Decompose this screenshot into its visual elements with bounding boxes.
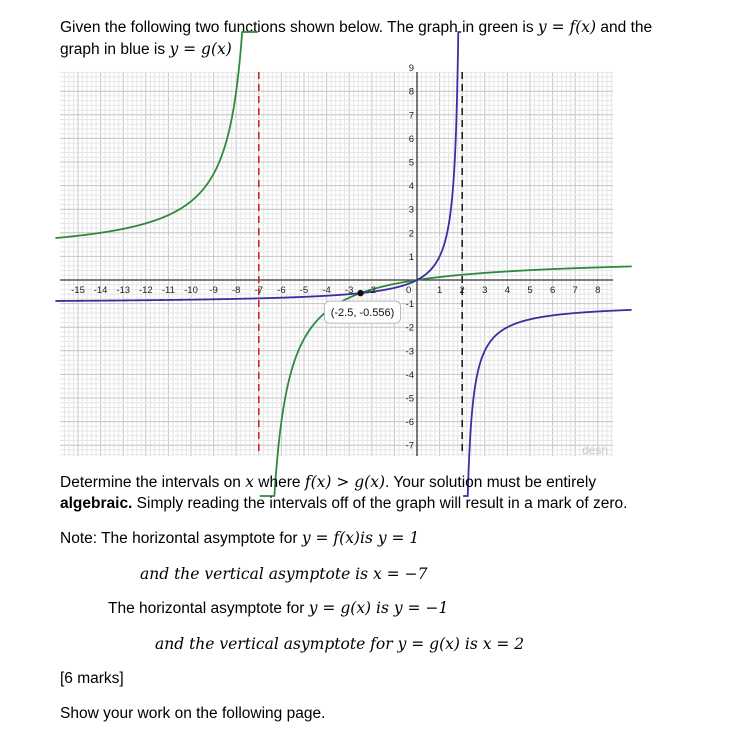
x-tick-label: 8 xyxy=(595,285,601,296)
x-tick-label: -12 xyxy=(138,285,153,296)
function-graph xyxy=(60,63,613,457)
x-tick-label: -7 xyxy=(254,285,264,296)
note-line-1: Note: The horizontal asymptote for y = f(x)is y = 1 xyxy=(60,529,420,547)
x-tick-label: -9 xyxy=(209,285,218,296)
intersection-point xyxy=(357,290,363,296)
f-right-branch xyxy=(260,266,632,496)
x-tick-label: -15 xyxy=(71,285,85,296)
y-tick-label: -1 xyxy=(405,299,414,311)
marks-label: [6 marks] xyxy=(60,670,124,687)
grid-lines xyxy=(60,72,613,456)
x-tick-label: -8 xyxy=(231,285,241,296)
y-tick-label: 8 xyxy=(408,86,414,98)
y-tick-label: 4 xyxy=(408,181,414,193)
question-line-1: Determine the intervals on x where f(x) > g(x). Your solution must be entirely xyxy=(60,473,597,491)
point-label: (-2.5, -0.556) xyxy=(330,307,395,320)
x-tick-label: 5 xyxy=(527,285,533,296)
x-tick-label: -14 xyxy=(93,285,108,296)
x-tick-label: 3 xyxy=(482,285,488,296)
x-tick-label: -6 xyxy=(277,285,286,296)
x-tick-label: 6 xyxy=(549,285,556,296)
y-tick-label: 3 xyxy=(408,204,414,216)
y-tick-label: 6 xyxy=(408,133,414,145)
x-tick-label: -5 xyxy=(299,285,309,296)
intro-line-1: Given the following two functions shown below. The graph in green is y = f(x) and the xyxy=(60,18,653,36)
x-tick-label: -11 xyxy=(161,285,175,296)
y-tick-label: -2 xyxy=(405,322,414,334)
y-tick-label: -6 xyxy=(405,417,414,429)
y-tick-label: 2 xyxy=(408,228,414,240)
footer-instruction: Show your work on the following page. xyxy=(60,705,326,722)
x-tick-label: -10 xyxy=(184,285,198,296)
x-tick-label: -13 xyxy=(116,285,131,296)
f-notation: y = f(x) xyxy=(537,18,597,36)
y-tick-label: 5 xyxy=(408,157,414,169)
note-line-2: and the vertical asymptote is x = −7 xyxy=(140,565,428,583)
y-tick-label: -7 xyxy=(405,440,414,452)
algebraic-emphasis: algebraic. xyxy=(60,495,133,512)
y-tick-label: -4 xyxy=(405,369,414,381)
x-tick-label: 1 xyxy=(436,285,443,296)
y-tick-label: 9 xyxy=(408,63,414,75)
x-tick-label: 0 xyxy=(406,285,412,296)
x-tick-label: -2 xyxy=(367,285,377,296)
y-tick-label: 7 xyxy=(408,110,414,122)
g-notation: y = g(x) xyxy=(169,40,232,58)
watermark: desn xyxy=(582,443,609,457)
intro-line-2: graph in blue is y = g(x) xyxy=(60,40,232,58)
y-tick-label: -5 xyxy=(405,393,414,405)
y-tick-label: 1 xyxy=(408,251,414,263)
x-tick-label: 2 xyxy=(459,285,465,296)
note-line-4: and the vertical asymptote for y = g(x) is x = 2 xyxy=(155,635,525,653)
y-tick-label: -3 xyxy=(405,346,414,358)
question-line-2: algebraic. Simply reading the intervals off of the graph will result in a mark of zero. xyxy=(60,495,628,512)
x-tick-label: 4 xyxy=(504,285,511,296)
note-line-3: The horizontal asymptote for y = g(x) is y = −1 xyxy=(108,599,449,617)
x-tick-label: -3 xyxy=(344,285,354,296)
x-tick-label: 7 xyxy=(572,285,578,296)
x-tick-label: -4 xyxy=(322,285,331,296)
